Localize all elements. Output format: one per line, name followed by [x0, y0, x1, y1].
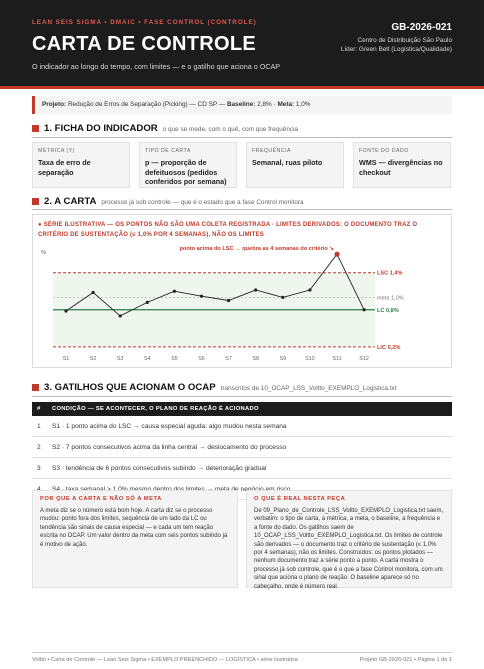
- control-chart: [33, 215, 453, 369]
- card-value: WMS — divergências no checkout: [359, 158, 443, 177]
- out-of-control-annotation: ponto acima do LSC → quebra as 4 semanas do critério ↘: [179, 246, 334, 252]
- card-value: Taxa de erro de separação: [38, 158, 91, 177]
- card-label: MÉTRICA (Y): [38, 148, 75, 154]
- section-2-title: 2. A CARTA: [44, 196, 97, 207]
- column-header-number: #: [37, 406, 41, 412]
- table-header: [32, 402, 452, 416]
- section-marker: [32, 125, 39, 132]
- lc-label: LC 0,8%: [377, 307, 399, 314]
- section-2-subtitle: processo já sob controle — que é o estado que a fase Control monitora: [101, 199, 304, 206]
- row-condition: S1 · 1 ponto acima do LSC → causa especial aguda: algo mudou nesta semana: [52, 423, 287, 430]
- note-title: POR QUE A CARTA E NÃO SÓ A META: [40, 496, 162, 502]
- baseline-value: 2,8%: [257, 101, 272, 108]
- row-condition: S3 · tendência de 6 pontos consecutivos subindo → deterioração gradual: [52, 465, 267, 472]
- note-why-chart: [32, 490, 238, 588]
- page-subtitle: O indicador ao longo do tempo, com limites — e o gatilho que aciona o OCAP: [32, 62, 281, 71]
- section-3-subtitle: transcritos de 10_OCAP_LSS_Voltto_EXEMPLO_Logistica.txt: [220, 385, 397, 392]
- indicator-card-source: [353, 142, 451, 188]
- lic-label: LIC 0,2%: [377, 344, 401, 351]
- data-point: [281, 296, 284, 299]
- footer-rule: [32, 652, 452, 653]
- meta-label: Meta:: [277, 101, 295, 108]
- note-title: O QUE É REAL NESTA PEÇA: [254, 496, 346, 502]
- lsc-label: LSC 1,4%: [377, 270, 403, 277]
- header-accent-line: [0, 86, 484, 89]
- x-tick-label: S4: [144, 356, 151, 362]
- row-number: 2: [37, 444, 41, 451]
- row-number: 1: [37, 423, 41, 430]
- control-chart-box: [32, 214, 452, 368]
- data-point: [363, 308, 366, 311]
- data-point: [92, 291, 95, 294]
- note-body: De 09_Plano_de_Controle_LSS_Voltto_EXEMPLO_Logistica.txt saem, verbatim: o tipo de carta, a métrica, a meta, o baseline, a frequência e a fonte do dado. Os gatilhos saem de 10_OCAP_LSS_Voltto_EXEMPLO_Logistica.txt. Os limites de controle são derivados — o documento traz o critério de sustentação (≤ 1,0% por 4 semanas), não os limites. Construídos: os pontos plotados — nenhum documento traz a série ponto a ponto. A carta mostra o processo já sob controle, que é o que a fase Control monitora, com um sinal que aciona o plano de reação. O baseline aparece só no cabeçalho, onde é número real.: [254, 508, 444, 590]
- data-point: [308, 288, 311, 291]
- table-row: [32, 437, 452, 458]
- card-label: TIPO DE CARTA: [145, 148, 191, 154]
- indicator-card-metric: [32, 142, 130, 188]
- row-number: 3: [37, 465, 41, 472]
- data-point: [146, 301, 149, 304]
- x-tick-label: S11: [332, 356, 342, 362]
- meta-label: meta 1,0%: [377, 295, 404, 302]
- x-tick-label: S8: [252, 356, 259, 362]
- x-tick-label: S5: [171, 356, 178, 362]
- project-name: Redução de Erros de Separação (Picking) — CD SP —: [67, 101, 226, 108]
- note-what-is-real: [246, 490, 452, 588]
- note-body: A meta diz se o número está bom hoje. A carta diz se o processo mudou: ponto fora dos limites, sequência de um lado da LC ou tendência são sinais de causa especial — e cada um tem reação escrita no OCAP. Um valor dentro da meta com seis pontos subindo já é motivo de ação.: [40, 508, 228, 548]
- section-3-title: 3. GATILHOS QUE ACIONAM O OCAP: [44, 382, 216, 393]
- data-point: [227, 299, 230, 302]
- x-tick-label: S12: [359, 356, 369, 362]
- section-1-rule: [32, 137, 452, 138]
- x-tick-label: S10: [305, 356, 315, 362]
- card-label: FONTE DO DADO: [359, 148, 409, 154]
- indicator-cards: [32, 142, 452, 188]
- data-point: [173, 290, 176, 293]
- section-3-rule: [32, 396, 452, 397]
- x-tick-label: S1: [62, 356, 70, 362]
- column-header-condition: CONDIÇÃO — SE ACONTECER, O PLANO DE REAÇÃO É ACIONADO: [52, 406, 259, 412]
- meta-value: 1,0%: [295, 101, 311, 108]
- section-1-subtitle: o que se mede, com o quê, com que frequência: [162, 126, 299, 133]
- baseline-label: Baseline:: [226, 101, 256, 108]
- card-value: p — proporção de defeituosos (pedidos conferidos por semana): [145, 158, 227, 186]
- indicator-card-chart-type: [139, 142, 237, 188]
- header-location: Centro de Distribuição São Paulo: [357, 37, 452, 44]
- data-point: [119, 314, 122, 317]
- indicator-card-frequency: [246, 142, 344, 188]
- x-tick-label: S2: [89, 356, 97, 362]
- section-marker: [32, 384, 39, 391]
- x-tick-label: S3: [116, 356, 124, 362]
- header-kicker: LEAN SEIS SIGMA • DMAIC • FASE CONTROL (CONTROLE): [32, 19, 257, 26]
- data-point: [200, 295, 203, 298]
- ocap-triggers-table: [32, 402, 452, 500]
- section-2-rule: [32, 209, 452, 210]
- chart-disclaimer: ● SÉRIE ILUSTRATIVA — OS PONTOS NÃO SÃO UMA COLETA REGISTRADA · LIMITES DERIVADOS: O DOCUMENTO TRAZ O CRITÉRIO DE SUSTENTAÇÃO (≤ 1,0% POR 4 SEMANAS), NÃO OS LIMITES: [38, 222, 418, 238]
- section-marker: [32, 198, 39, 205]
- footer-right: Projeto GB-2026-021 • Página 1 de 1: [359, 657, 452, 663]
- table-row: [32, 458, 452, 479]
- y-axis-label: %: [41, 250, 47, 256]
- x-tick-label: S9: [279, 356, 287, 362]
- card-value: Semanal, ruas piloto: [252, 158, 323, 167]
- data-point: [254, 288, 257, 291]
- table-row: [32, 416, 452, 437]
- header-leader: Líder: Green Belt (Logística/Qualidade): [340, 46, 452, 53]
- page-title: CARTA DE CONTROLE: [32, 33, 256, 55]
- x-tick-label: S6: [198, 356, 205, 362]
- project-label: Projeto:: [42, 101, 67, 108]
- data-point-out-of-control: [334, 252, 339, 257]
- document-header: [0, 0, 484, 86]
- project-strip: Projeto: Redução de Erros de Separação (Picking) — CD SP — Baseline: 2,8% · Meta: 1,0%: [32, 96, 452, 114]
- section-1-title: 1. FICHA DO INDICADOR: [44, 123, 158, 134]
- x-tick-label: S7: [225, 356, 232, 362]
- project-code: GB-2026-021: [391, 22, 452, 33]
- footer-left: Voltto • Carta de Controle — Lean Seis Sigma • EXEMPLO PREENCHIDO — LOGÍSTICA • série ilustrativa: [32, 657, 298, 663]
- card-label: FREQUÊNCIA: [252, 148, 292, 154]
- data-point: [64, 309, 67, 312]
- row-condition: S2 · 7 pontos consecutivos acima da linha central → deslocamento do processo: [52, 444, 287, 451]
